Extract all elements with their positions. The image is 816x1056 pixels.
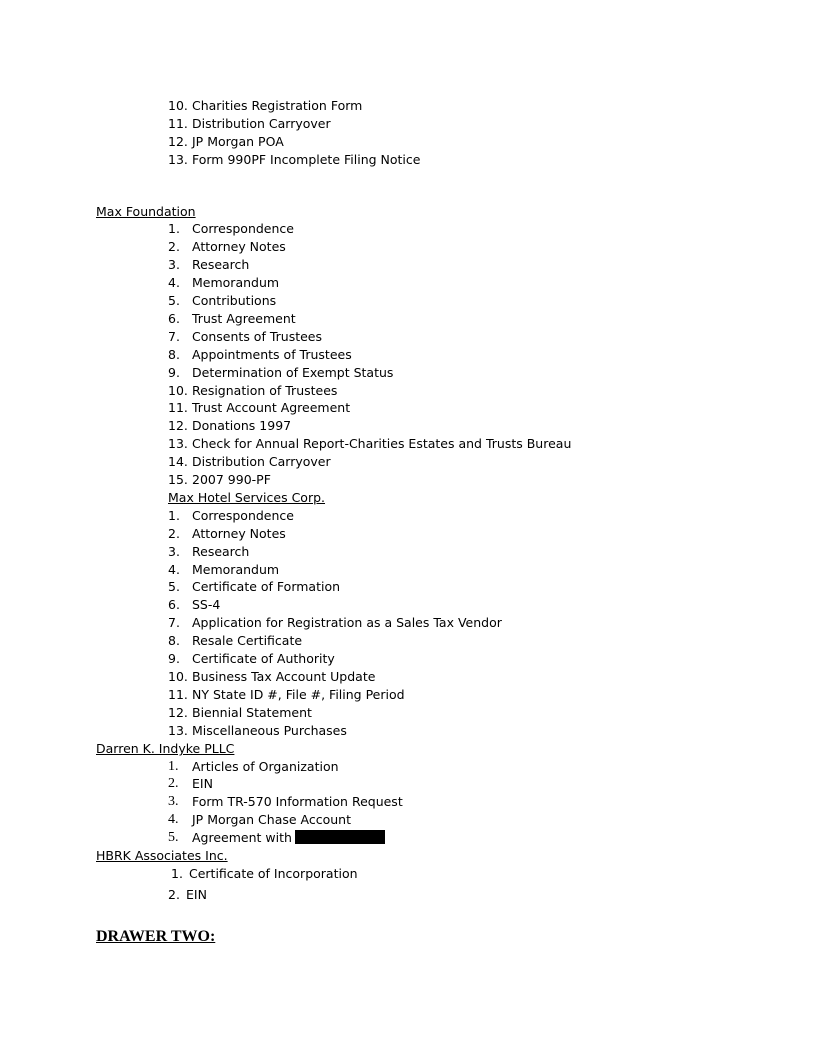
item-text: Trust Agreement	[192, 311, 296, 326]
item-text: Distribution Carryover	[192, 454, 331, 469]
item-text: Charities Registration Form	[192, 98, 363, 113]
item-number: 12.	[168, 418, 188, 433]
item-number: 3.	[168, 794, 179, 809]
item-number: 8.	[168, 633, 180, 648]
item-number: 14.	[168, 454, 188, 469]
item-text: Appointments of Trustees	[192, 347, 352, 362]
item-number: 3.	[168, 544, 180, 559]
item-number: 4.	[168, 562, 180, 577]
section-heading-max-foundation: Max Foundation	[96, 204, 196, 219]
item-number: 10.	[168, 669, 188, 684]
section-heading-max-hotel: Max Hotel Services Corp.	[168, 490, 326, 505]
section-heading-indyke: Darren K. Indyke PLLC	[96, 741, 235, 756]
redaction-bar	[295, 830, 385, 844]
item-text: Agreement with	[192, 830, 292, 845]
item-text: EIN	[192, 776, 213, 791]
item-text: Correspondence	[192, 221, 294, 236]
item-text: Donations 1997	[192, 418, 292, 433]
item-number: 12.	[168, 134, 188, 149]
item-number: 13.	[168, 436, 188, 451]
item-text: Biennial Statement	[192, 705, 312, 720]
item-number: 6.	[168, 311, 180, 326]
item-number: 4.	[168, 812, 179, 827]
item-number: 12.	[168, 705, 188, 720]
item-text: Miscellaneous Purchases	[192, 723, 347, 738]
item-text: Memorandum	[192, 275, 280, 290]
item-number: 2.	[168, 526, 180, 541]
item-text: Resale Certificate	[192, 633, 303, 648]
item-text: Form TR-570 Information Request	[192, 794, 403, 809]
item-text: Articles of Organization	[192, 759, 339, 774]
item-text: Attorney Notes	[192, 239, 286, 254]
item-text-with-redaction	[192, 829, 385, 846]
item-text: Research	[192, 257, 250, 272]
item-text: Determination of Exempt Status	[192, 365, 394, 380]
item-number: 11.	[168, 400, 188, 415]
item-text: JP Morgan POA	[192, 134, 284, 149]
item-text: Correspondence	[192, 508, 294, 523]
item-number: 1.	[168, 221, 180, 236]
item-number: 8.	[168, 347, 180, 362]
item-number: 10.	[168, 383, 188, 398]
item-number: 7.	[168, 329, 180, 344]
item-text: JP Morgan Chase Account	[192, 812, 351, 827]
item-number: 9.	[168, 651, 180, 666]
item-text: Business Tax Account Update	[192, 669, 376, 684]
item-text: Contributions	[192, 293, 277, 308]
item-text: Certificate of Formation	[192, 579, 341, 594]
item-number: 5.	[168, 579, 180, 594]
item-text: NY State ID #, File #, Filing Period	[192, 687, 405, 702]
item-text: Form 990PF Incomplete Filing Notice	[192, 152, 421, 167]
item-number: 5.	[168, 293, 180, 308]
drawer-heading: DRAWER TWO:	[96, 928, 216, 945]
item-text: SS-4	[192, 597, 221, 612]
item-number: 4.	[168, 275, 180, 290]
item-number: 11.	[168, 116, 188, 131]
item-number: 9.	[168, 365, 180, 380]
item-text: EIN	[186, 887, 207, 902]
item-text: Research	[192, 544, 250, 559]
item-number: 2.	[168, 239, 180, 254]
item-number: 6.	[168, 597, 180, 612]
item-text: Attorney Notes	[192, 526, 286, 541]
item-text: Certificate of Authority	[192, 651, 335, 666]
item-number: 15.	[168, 472, 188, 487]
item-number: 10.	[168, 98, 188, 113]
item-text: Memorandum	[192, 562, 280, 577]
item-text: Certificate of Incorporation	[189, 866, 358, 881]
item-number: 2.	[168, 887, 180, 902]
item-number: 11.	[168, 687, 188, 702]
item-number: 3.	[168, 257, 180, 272]
item-text: 2007 990-PF	[192, 472, 271, 487]
item-text: Consents of Trustees	[192, 329, 322, 344]
item-number: 2.	[168, 776, 179, 791]
item-number: 13.	[168, 723, 188, 738]
item-text: Application for Registration as a Sales Tax Vendor	[192, 615, 502, 630]
item-number: 1.	[168, 508, 180, 523]
item-text: Trust Account Agreement	[192, 400, 351, 415]
item-number: 7.	[168, 615, 180, 630]
item-number: 5.	[168, 830, 179, 845]
item-number: 1.	[168, 759, 179, 774]
section-heading-hbrk: HBRK Associates Inc.	[96, 848, 228, 863]
item-number: 1.	[171, 866, 183, 881]
item-number: 13.	[168, 152, 188, 167]
item-text: Check for Annual Report-Charities Estates and Trusts Bureau	[192, 436, 572, 451]
item-text: Resignation of Trustees	[192, 383, 338, 398]
item-text: Distribution Carryover	[192, 116, 331, 131]
